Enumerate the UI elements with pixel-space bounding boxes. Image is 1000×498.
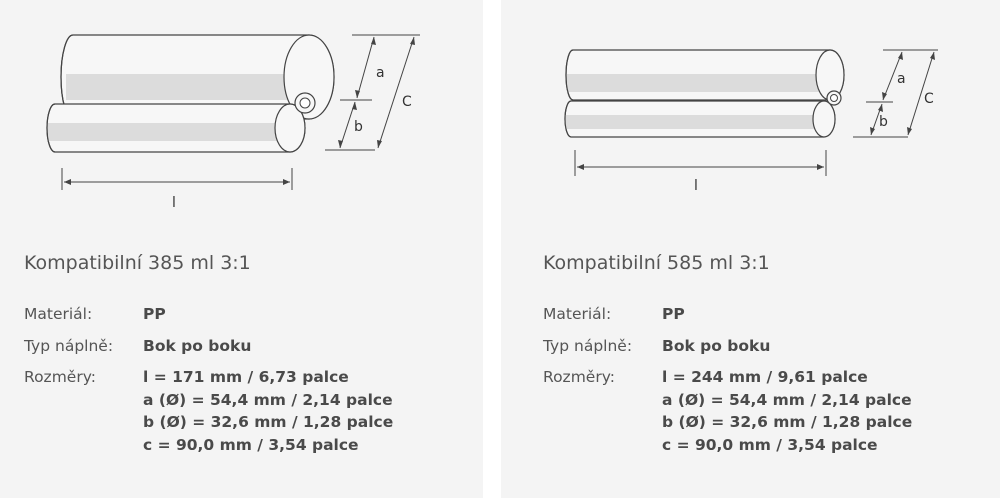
dimension-a: a (Ø) = 54,4 mm / 2,14 palce: [662, 390, 912, 409]
material-label: Materiál:: [543, 305, 612, 323]
dimensions-list: [662, 366, 912, 456]
fill-type-value: Bok po boku: [662, 337, 771, 355]
material-value: PP: [143, 305, 166, 323]
product-card-585: [501, 0, 1000, 498]
material-value: PP: [662, 305, 685, 323]
dimension-l: l = 171 mm / 6,73 palce: [143, 368, 349, 386]
dim-label-a: a: [897, 71, 906, 87]
dimension-a: a (Ø) = 54,4 mm / 2,14 palce: [143, 390, 393, 409]
dim-label-a: a: [376, 65, 385, 81]
fill-type-label: Typ náplně:: [24, 337, 114, 355]
dimension-b: b (Ø) = 32,6 mm / 1,28 palce: [662, 413, 913, 431]
dimensions-list: [143, 366, 393, 456]
product-title: Kompatibilní 585 ml 3:1: [543, 252, 770, 274]
dim-label-b: b: [354, 119, 363, 135]
cartridge-diagram-585: [501, 0, 1000, 230]
product-card-385: [0, 0, 483, 498]
dimension-b: b (Ø) = 32,6 mm / 1,28 palce: [143, 413, 394, 431]
dim-label-l: l: [172, 195, 176, 211]
dim-label-c: C: [402, 94, 412, 110]
dimensions-label: Rozměry:: [543, 368, 615, 386]
dimensions-label: Rozměry:: [24, 368, 96, 386]
dim-label-c: C: [924, 91, 934, 107]
fill-type-value: Bok po boku: [143, 337, 252, 355]
fill-type-label: Typ náplně:: [543, 337, 633, 355]
dimension-c: c = 90,0 mm / 3,54 palce: [143, 435, 359, 454]
product-title: Kompatibilní 385 ml 3:1: [24, 252, 251, 274]
dimension-l: l = 244 mm / 9,61 palce: [662, 368, 868, 386]
dimension-c: c = 90,0 mm / 3,54 palce: [662, 435, 878, 454]
material-label: Materiál:: [24, 305, 93, 323]
dim-label-l: l: [694, 178, 698, 194]
cartridge-diagram-385: [0, 0, 483, 230]
dim-label-b: b: [879, 114, 888, 130]
